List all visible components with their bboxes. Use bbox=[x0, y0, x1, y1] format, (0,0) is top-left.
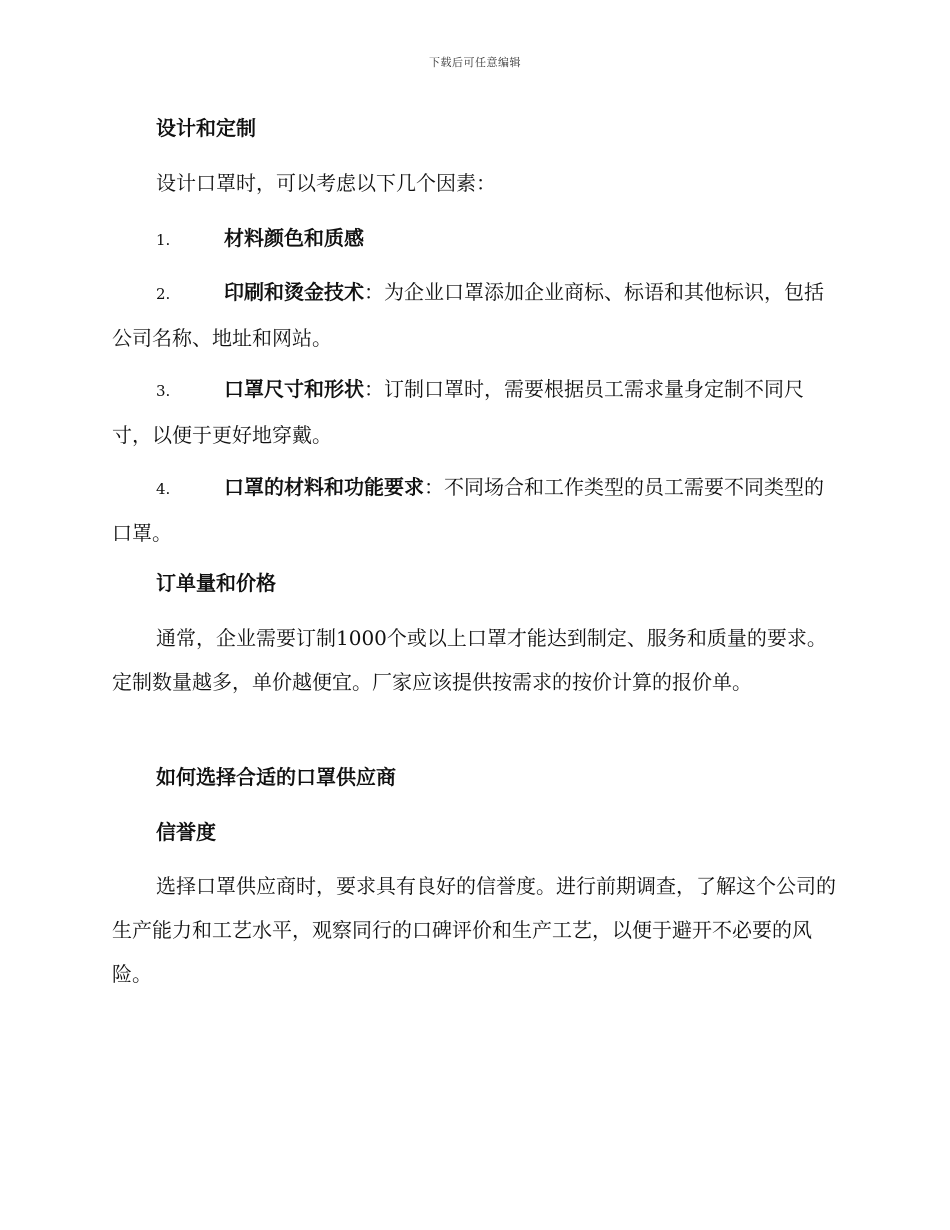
list-desc: ：不同场合和工作类型的员工需要不同类型的口罩。 bbox=[112, 475, 824, 545]
heading-design: 设计和定制 bbox=[156, 116, 256, 140]
paragraph-design-intro: 设计口罩时，可以考虑以下几个因素： bbox=[156, 171, 496, 195]
list-term: 印刷和烫金技术 bbox=[224, 280, 364, 304]
list-item-3 bbox=[112, 367, 836, 457]
list-desc: ：订制口罩时，需要根据员工需求量身定制不同尺寸，以便于更好地穿戴。 bbox=[112, 377, 804, 447]
heading-credit: 信誉度 bbox=[156, 820, 216, 844]
paragraph-credit: 选择口罩供应商时，要求具有良好的信誉度。进行前期调查，了解这个公司的生产能力和工艺水平，观察同行的口碑评价和生产工艺，以便于避开不必要的风险。 bbox=[112, 874, 836, 986]
list-term: 口罩的材料和功能要求 bbox=[224, 475, 424, 499]
list-number: 1. bbox=[156, 231, 171, 249]
list-term: 材料颜色和质感 bbox=[224, 226, 364, 250]
list-number: 2. bbox=[156, 285, 171, 303]
list-item-1 bbox=[112, 216, 836, 262]
list-number: 3. bbox=[156, 382, 171, 400]
heading-order: 订单量和价格 bbox=[156, 571, 276, 595]
heading-supplier: 如何选择合适的口罩供应商 bbox=[156, 765, 396, 789]
list-item-2 bbox=[112, 270, 836, 360]
list-item-4 bbox=[112, 465, 836, 555]
list-number: 4. bbox=[156, 480, 171, 498]
page-header: 下载后可任意编辑 bbox=[429, 56, 521, 69]
list-term: 口罩尺寸和形状 bbox=[224, 377, 364, 401]
paragraph-order: 通常，企业需要订制1000个或以上口罩才能达到制定、服务和质量的要求。定制数量越多，单价越便宜。厂家应该提供按需求的按价计算的报价单。 bbox=[112, 626, 827, 694]
list-desc: ：为企业口罩添加企业商标、标语和其他标识，包括公司名称、地址和网站。 bbox=[112, 280, 824, 350]
